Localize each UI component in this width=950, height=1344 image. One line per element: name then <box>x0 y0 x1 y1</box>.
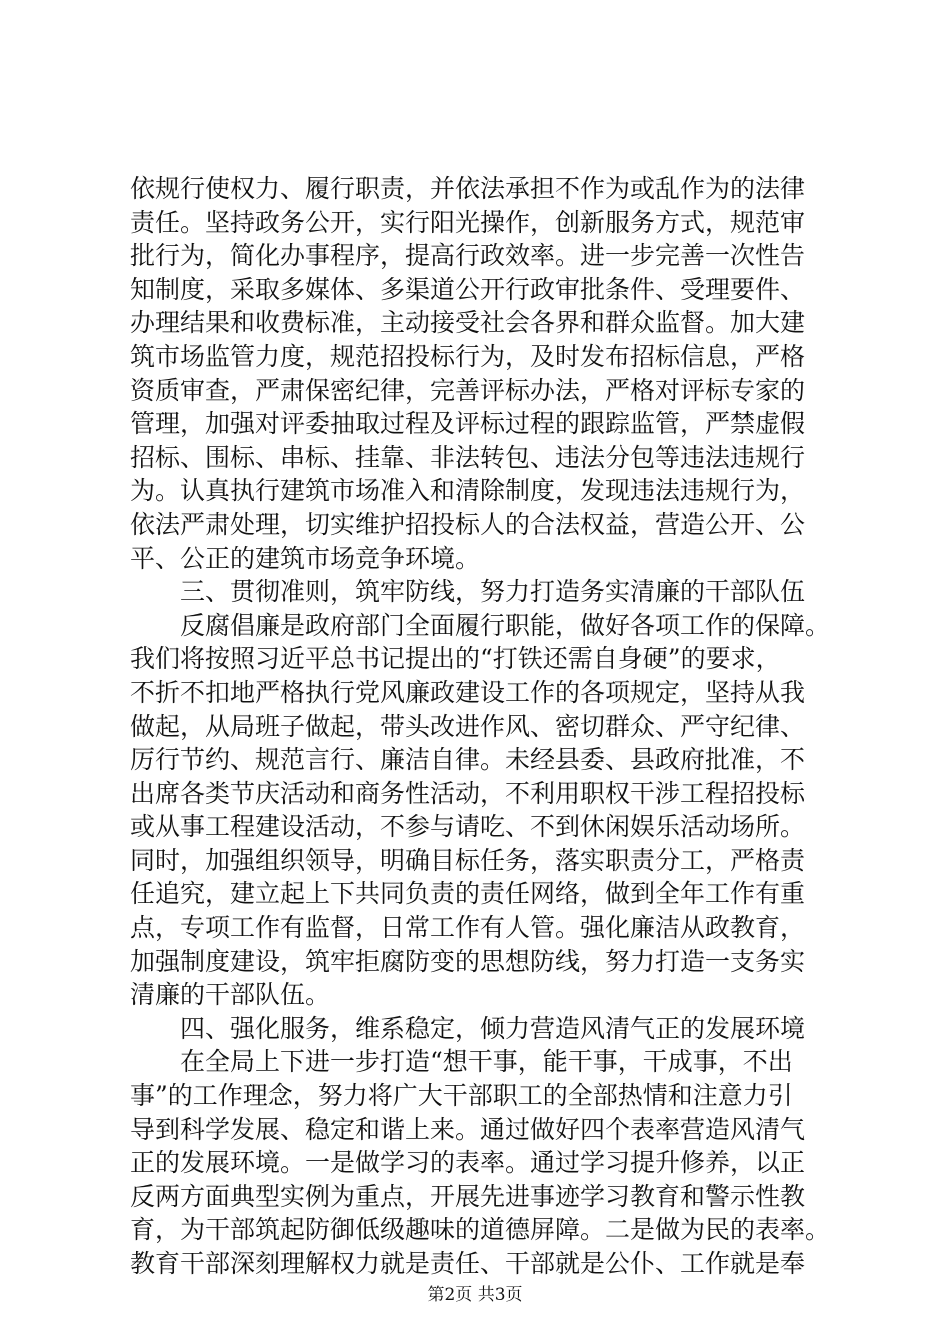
text-line: 任追究，建立起上下共同负责的责任网络，做到全年工作有重 <box>130 879 806 909</box>
page-number-footer: 第2页 共3页 <box>427 1285 523 1305</box>
text-line: 导到科学发展、稳定和谐上来。通过做好四个表率营造风清气 <box>130 1114 806 1144</box>
text-line: 平、公正的建筑市场竞争环境。 <box>130 543 481 573</box>
text-line: 办理结果和收费标准，主动接受社会各界和群众监督。加大建 <box>130 308 806 338</box>
section-heading: 四、强化服务，维系稳定，倾力营造风清气正的发展环境 <box>130 1013 806 1043</box>
text-line: 我们将按照习近平总书记提出的“打铁还需自身硬”的要求， <box>130 644 781 674</box>
document-body <box>130 172 830 1281</box>
text-line: 为。认真执行建筑市场准入和清除制度，发现违法违规行为， <box>130 476 806 506</box>
text-line: 同时，加强组织领导，明确目标任务，落实职责分工，严格责 <box>130 845 806 875</box>
text-line: 做起，从局班子做起，带头改进作风、密切群众、严守纪律、 <box>130 711 806 741</box>
text-line: 在全局上下进一步打造“想干事，能干事，干成事，不出 <box>130 1047 793 1077</box>
section-heading: 三、贯彻准则，筑牢防线，努力打造务实清廉的干部队伍 <box>130 577 806 607</box>
text-line: 事”的工作理念，努力将广大干部职工的全部热情和注意力引 <box>130 1081 793 1111</box>
text-line: 依法严肃处理，切实维护招投标人的合法权益，营造公开、公 <box>130 509 806 539</box>
text-line: 责任。坚持政务公开，实行阳光操作，创新服务方式，规范审 <box>130 207 806 237</box>
text-line: 不折不扣地严格执行党风廉政建设工作的各项规定，坚持从我 <box>130 677 806 707</box>
text-line: 筑市场监管力度，规范招投标行为，及时发布招标信息，严格 <box>130 341 806 371</box>
text-line: 加强制度建设，筑牢拒腐防变的思想防线，努力打造一支务实 <box>130 946 806 976</box>
text-line: 知制度，采取多媒体、多渠道公开行政审批条件、受理要件、 <box>130 274 806 304</box>
text-line: 或从事工程建设活动，不参与请吃、不到休闲娱乐活动场所。 <box>130 812 806 842</box>
text-line: 反腐倡廉是政府部门全面履行职能，做好各项工作的保障。 <box>130 610 831 640</box>
text-line: 批行为，简化办事程序，提高行政效率。进一步完善一次性告 <box>130 241 806 271</box>
text-line: 管理，加强对评委抽取过程及评标过程的跟踪监管，严禁虚假 <box>130 409 806 439</box>
text-line: 招标、围标、串标、挂靠、非法转包、违法分包等违法违规行 <box>130 442 806 472</box>
text-line: 资质审查，严肃保密纪律，完善评标办法，严格对评标专家的 <box>130 375 806 405</box>
text-line: 育，为干部筑起防御低级趣味的道德屏障。二是做为民的表率。 <box>130 1215 831 1245</box>
text-line: 正的发展环境。一是做学习的表率。通过学习提升修养，以正 <box>130 1148 806 1178</box>
text-line: 教育干部深刻理解权力就是责任、干部就是公仆、工作就是奉 <box>130 1249 806 1278</box>
text-line: 厉行节约、规范言行、廉洁自律。未经县委、县政府批准，不 <box>130 745 806 775</box>
text-line: 出席各类节庆活动和商务性活动，不利用职权干涉工程招投标 <box>130 778 806 808</box>
text-line: 反两方面典型实例为重点，开展先进事迹学习教育和警示性教 <box>130 1181 806 1211</box>
text-line: 依规行使权力、履行职责，并依法承担不作为或乱作为的法律 <box>130 174 806 203</box>
text-line: 点，专项工作有监督，日常工作有人管。强化廉洁从政教育， <box>130 913 806 943</box>
text-line: 清廉的干部队伍。 <box>130 980 331 1010</box>
